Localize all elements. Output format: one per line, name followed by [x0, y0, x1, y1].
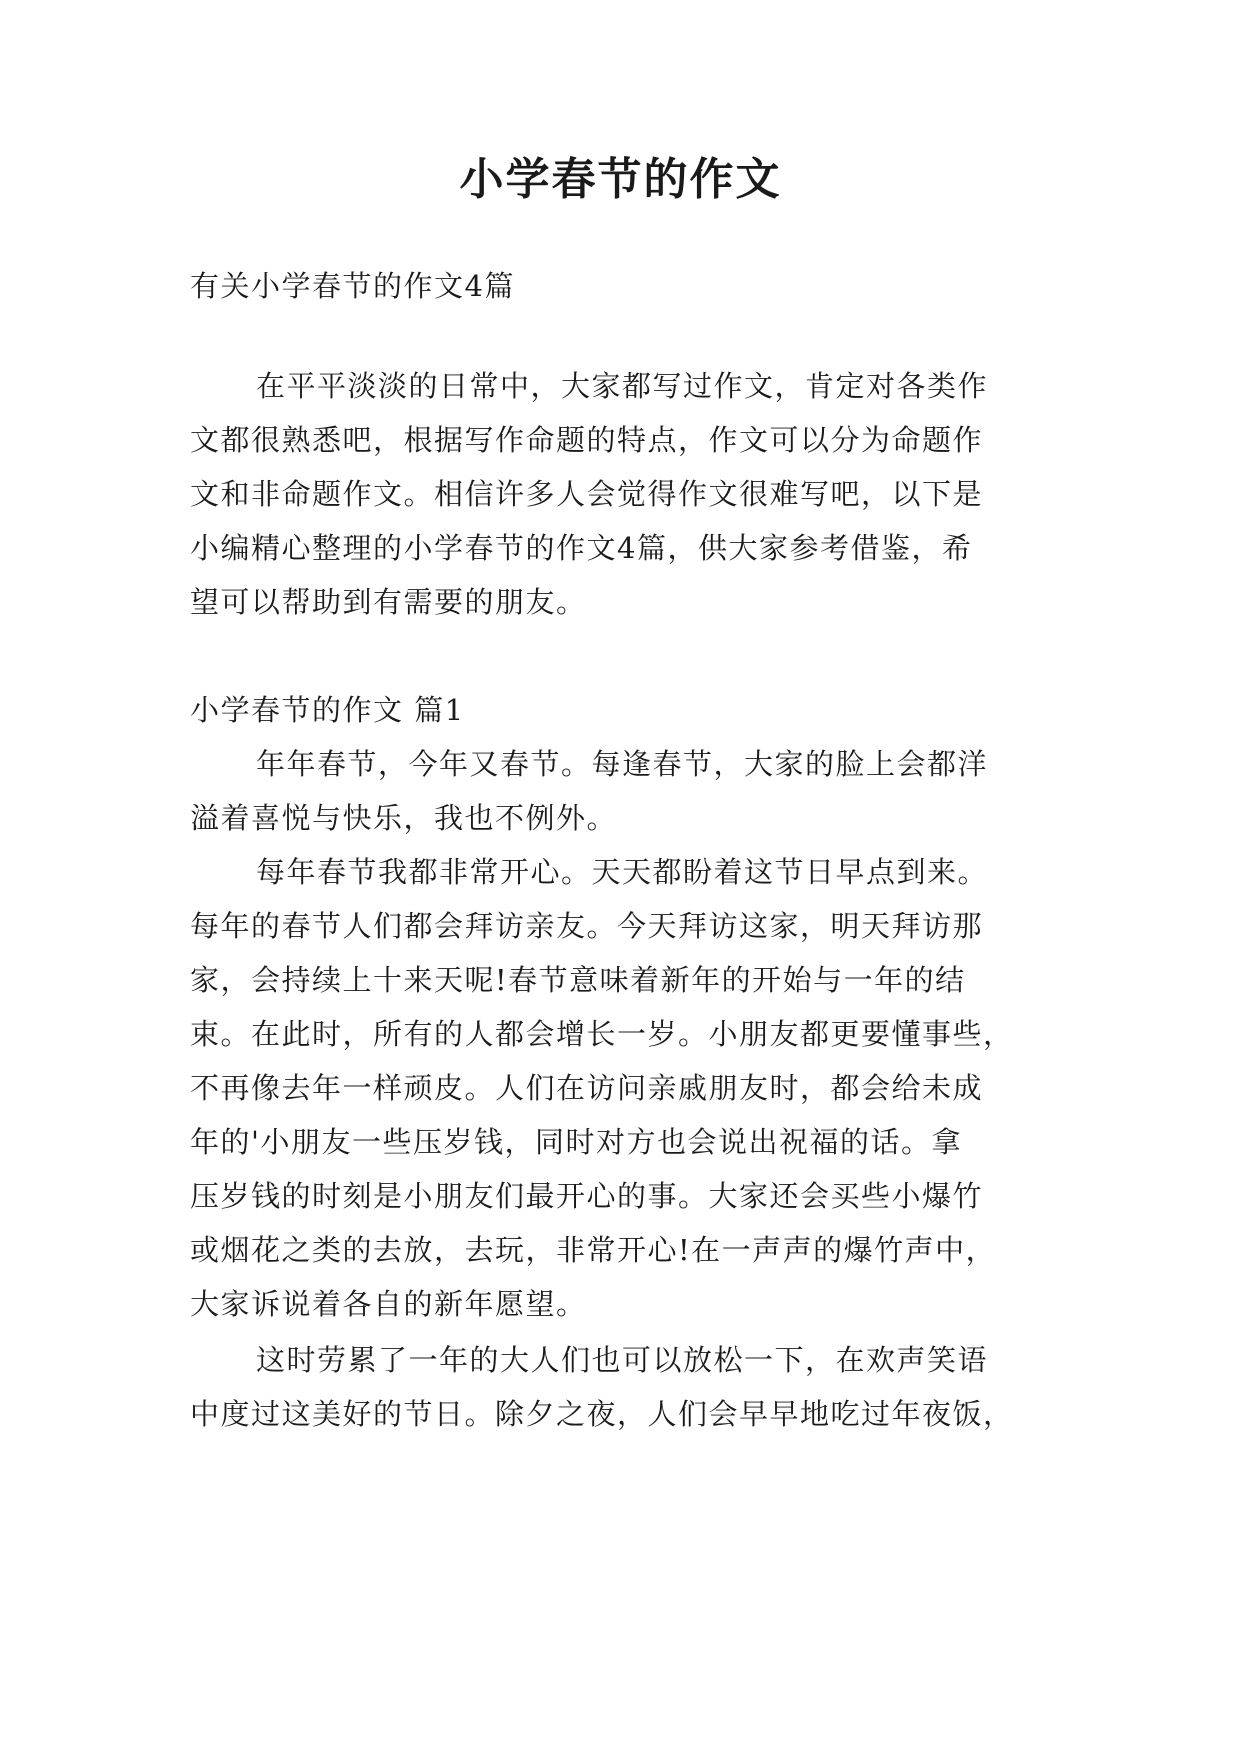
body-line: 压岁钱的时刻是小朋友们最开心的事。大家还会买些小爆竹: [190, 1179, 984, 1213]
body-line: 溢着喜悦与快乐，我也不例外。: [190, 801, 618, 835]
section-heading: 小学春节的作文 篇1: [190, 693, 465, 727]
body-line: 大家诉说着各自的新年愿望。: [190, 1287, 587, 1321]
body-line: 每年春节我都非常开心。天天都盼着这节日早点到来。: [256, 855, 989, 889]
intro-line: 文和非命题作文。相信许多人会觉得作文很难写吧，以下是: [190, 477, 984, 511]
intro-line: 文都很熟悉吧，根据写作命题的特点，作文可以分为命题作: [190, 423, 984, 457]
body-line: 家，会持续上十来天呢!春节意味着新年的开始与一年的结: [190, 963, 966, 997]
intro-line: 望可以帮助到有需要的朋友。: [190, 585, 587, 619]
body-line: 中度过这美好的节日。除夕之夜，人们会早早地吃过年夜饭，: [190, 1397, 1014, 1431]
body-line: 或烟花之类的去放，去玩，非常开心!在一声声的爆竹声中，: [190, 1233, 997, 1267]
body-line: 每年的春节人们都会拜访亲友。今天拜访这家，明天拜访那: [190, 909, 984, 943]
body-line: 束。在此时，所有的人都会增长一岁。小朋友都更要懂事些，: [190, 1017, 1014, 1051]
intro-line: 小编精心整理的小学春节的作文4篇，供大家参考借鉴，希: [190, 531, 973, 565]
document-title: 小学春节的作文: [459, 154, 782, 205]
document-subtitle: 有关小学春节的作文4篇: [190, 269, 515, 303]
intro-line: 在平平淡淡的日常中，大家都写过作文，肯定对各类作: [256, 369, 989, 403]
body-line: 年的'小朋友一些压岁钱，同时对方也会说出祝福的话。拿: [190, 1125, 962, 1159]
body-line: 这时劳累了一年的大人们也可以放松一下，在欢声笑语: [256, 1343, 989, 1377]
body-line: 不再像去年一样顽皮。人们在访问亲戚朋友时，都会给未成: [190, 1071, 984, 1105]
body-line: 年年春节，今年又春节。每逢春节，大家的脸上会都洋: [256, 747, 989, 781]
